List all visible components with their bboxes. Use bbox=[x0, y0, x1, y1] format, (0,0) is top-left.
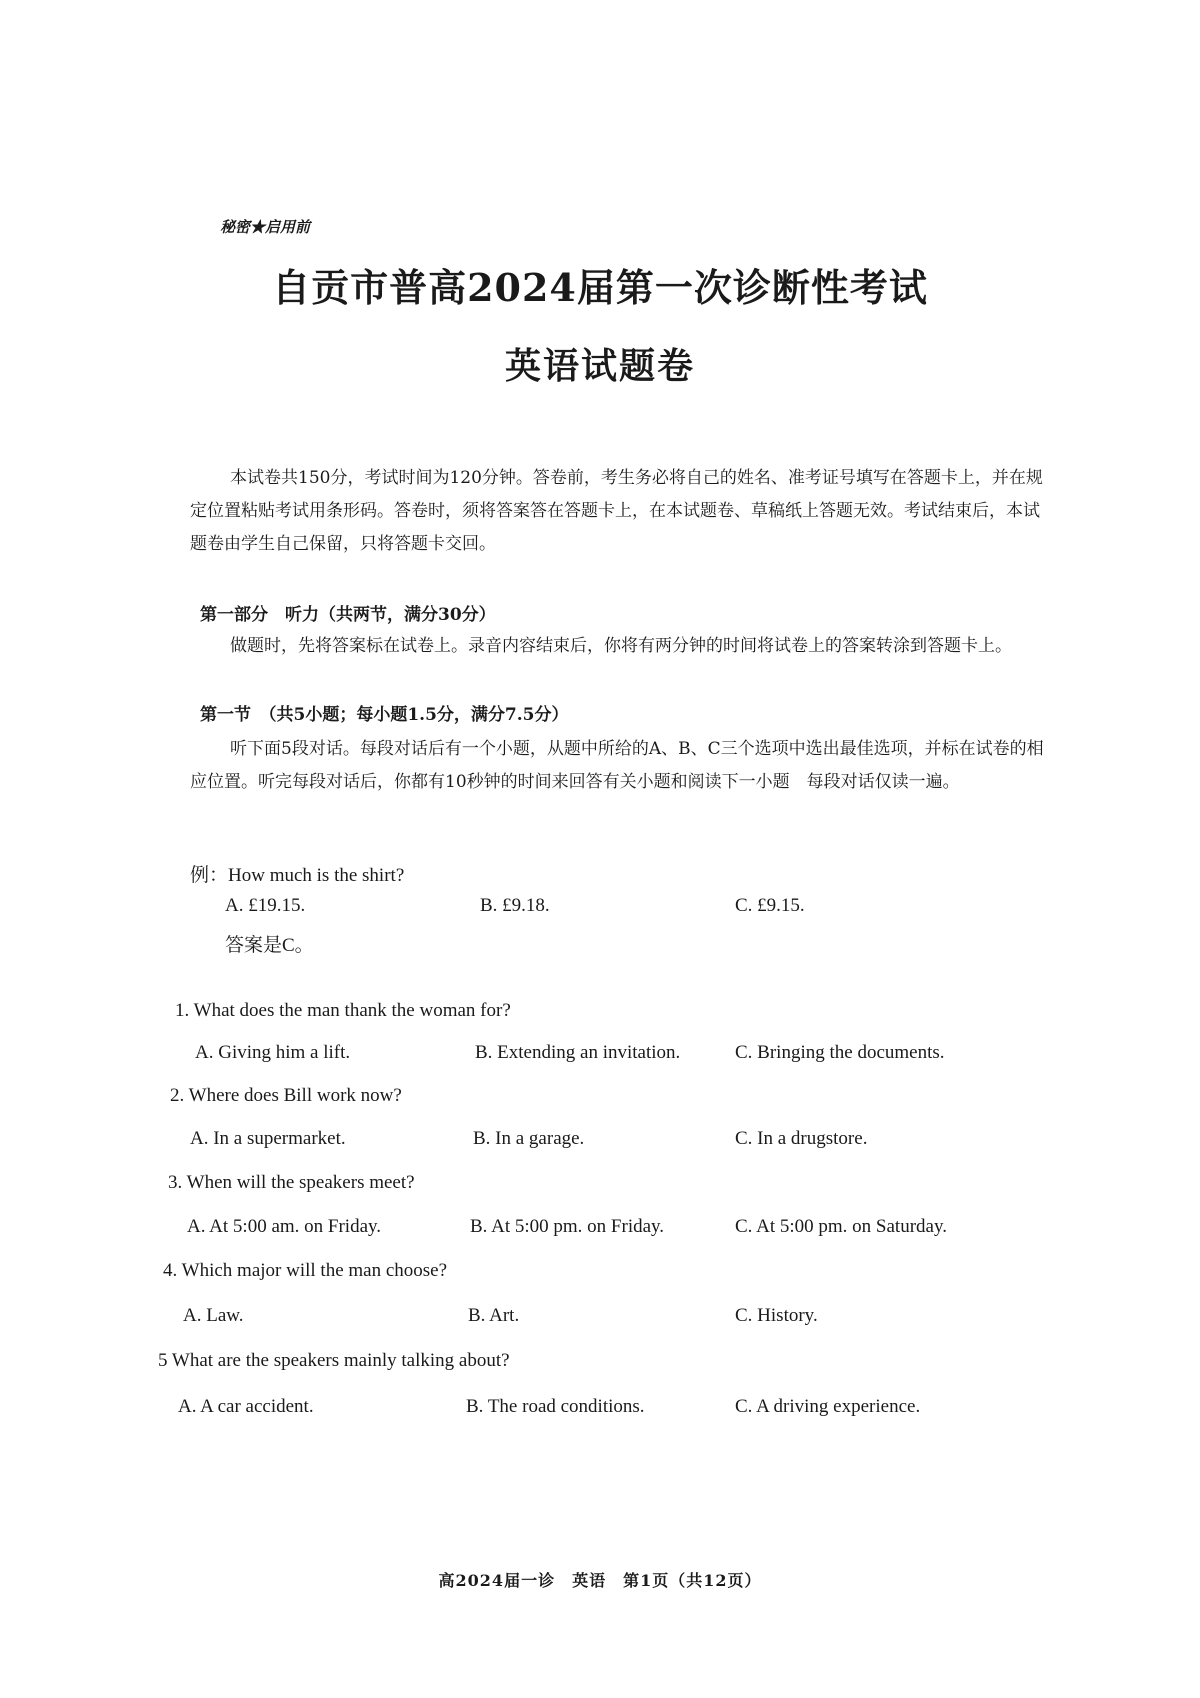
section1-directions: 听下面5段对话。每段对话后有一个小题，从题中所给的A、B、C三个选项中选出最佳选项，并标在试卷的相应位置。听完每段对话后，你都有10秒钟的时间来回答有关小题和阅读下一小题 每段对话仅读一遍。 bbox=[190, 739, 1044, 792]
secret-mark: 秘密★启用前 bbox=[220, 218, 311, 236]
example-option-a: A. £19.15. bbox=[225, 895, 306, 916]
q3-option-a: A. At 5:00 am. on Friday. bbox=[187, 1216, 382, 1237]
example-option-c: C. £9.15. bbox=[735, 895, 805, 916]
q1-option-b: B. Extending an invitation. bbox=[475, 1042, 681, 1063]
q1-option-c: C. Bringing the documents. bbox=[735, 1042, 945, 1063]
exam-subtitle: 英语试题卷 bbox=[504, 345, 695, 387]
question-2: 2. Where does Bill work now? bbox=[170, 1085, 402, 1106]
exam-title: 自贡市普高2024届第一次诊断性考试 bbox=[272, 265, 928, 310]
q2-option-c: C. In a drugstore. bbox=[735, 1128, 868, 1149]
exam-instructions: 本试卷共150分，考试时间为120分钟。答卷前，考生务必将自己的姓名、准考证号填写在答题卡上，并在规定位置粘贴考试用条形码。答卷时，须将答案答在答题卡上，在本试题卷、草稿纸上答题无效。考试结束后，本试题卷由学生自己保留，只将答题卡交回。 bbox=[190, 468, 1043, 554]
q2-option-b: B. In a garage. bbox=[473, 1128, 585, 1149]
example-question: 例：How much is the shirt? bbox=[190, 865, 405, 886]
question-5: 5 What are the speakers mainly talking about? bbox=[158, 1350, 510, 1371]
question-4: 4. Which major will the man choose? bbox=[163, 1260, 448, 1281]
part1-directions: 做题时，先将答案标在试卷上。录音内容结束后，你将有两分钟的时间将试卷上的答案转涂到答题卡上。 bbox=[230, 636, 1012, 656]
q4-option-c: C. History. bbox=[735, 1305, 818, 1326]
example-answer: 答案是C。 bbox=[225, 935, 314, 956]
q4-option-b: B. Art. bbox=[468, 1305, 520, 1326]
q4-option-a: A. Law. bbox=[183, 1305, 244, 1326]
section1-heading: 第一节 （共5小题；每小题1.5分，满分7.5分） bbox=[200, 705, 569, 725]
q5-option-c: C. A driving experience. bbox=[735, 1396, 921, 1417]
q3-option-b: B. At 5:00 pm. on Friday. bbox=[470, 1216, 665, 1237]
q1-option-a: A. Giving him a lift. bbox=[195, 1042, 351, 1063]
part1-heading: 第一部分 听力（共两节，满分30分） bbox=[200, 605, 496, 625]
q2-option-a: A. In a supermarket. bbox=[190, 1128, 346, 1149]
example-option-b: B. £9.18. bbox=[480, 895, 550, 916]
question-1: 1. What does the man thank the woman for? bbox=[175, 1000, 511, 1021]
q3-option-c: C. At 5:00 pm. on Saturday. bbox=[735, 1216, 947, 1237]
q5-option-b: B. The road conditions. bbox=[466, 1396, 645, 1417]
q5-option-a: A. A car accident. bbox=[178, 1396, 314, 1417]
question-3: 3. When will the speakers meet? bbox=[168, 1172, 415, 1193]
page-footer: 高2024届一诊 英语 第1页（共12页） bbox=[438, 1571, 762, 1590]
